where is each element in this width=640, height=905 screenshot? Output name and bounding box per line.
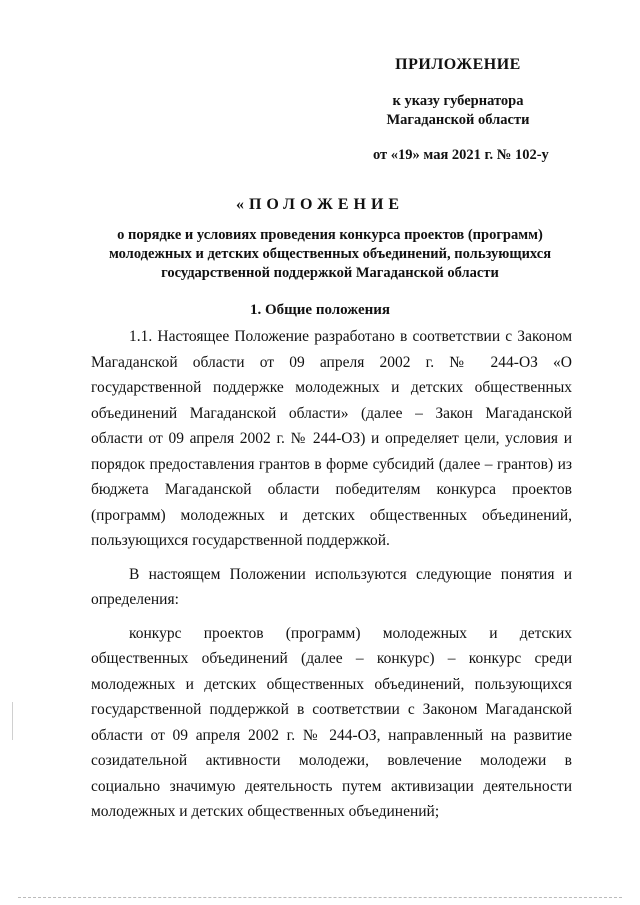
appendix-line-2: Магаданской области [386, 112, 530, 128]
paragraph-1-1: 1.1. Настоящее Положение разработано в соответствии с Законом Магаданской области от 09 апреля 2002 г. № 244-ОЗ «О государственной поддержке молодежных и детских общественных объединений Магаданской области» (далее – Закон Магаданской области от 09 апреля 2002 г. № 244-ОЗ) и определяет цели, условия и порядок предоставления грантов в форме субсидий (далее – грантов) из бюджета Магаданской области победителям конкурса проектов (программ) молодежных и детских общественных объединений, пользующихся государственной поддержкой. [91, 328, 572, 549]
appendix-block [358, 56, 558, 164]
document-subtitle: о порядке и условиях проведения конкурса проектов (программ) молодежных и детских общественных объединений, пользующихся государственной поддержкой Магаданской области [108, 227, 552, 281]
document-body [91, 324, 572, 825]
paragraph-definitions-intro: В настоящем Положении используются следующие понятия и определения: [91, 565, 572, 608]
section-heading: 1. Общие положения [249, 302, 391, 318]
appendix-date: от «19» мая 2021 г. № 102-у [373, 147, 549, 163]
appendix-line-1: к указу губернатора [392, 93, 524, 109]
document-title: «ПОЛОЖЕНИЕ [235, 196, 405, 213]
paragraph-definition-contest: конкурс проектов (программ) молодежных и детских общественных объединений (далее – конкурс) – конкурс среди молодежных и детских общественных объединений, пользующихся государственной поддержкой в соответствии с Законом Магаданской области от 09 апреля 2002 г. № 244-ОЗ, направленный на развитие созидательной активности молодежи, вовлечение молодежи в социально значимую деятельность путем активизации деятельности молодежных и детских общественных объединений; [91, 624, 572, 820]
scan-artifact [12, 702, 13, 740]
footer-rule [18, 897, 622, 898]
appendix-heading: ПРИЛОЖЕНИЕ [395, 56, 521, 73]
